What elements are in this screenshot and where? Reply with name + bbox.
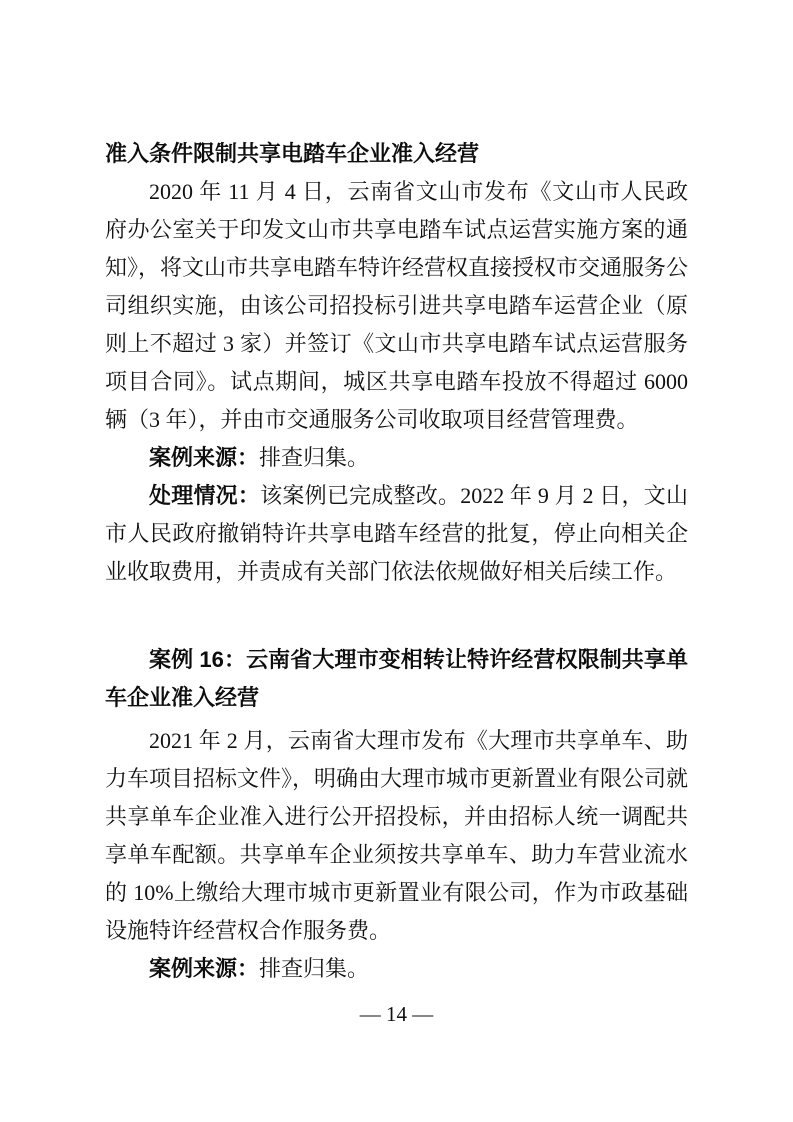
page-footer: [0, 1000, 793, 1028]
case15-body-paragraph: 2020 年 11 月 4 日，云南省文山市发布《文山市人民政府办公室关于印发文山市共享电踏车试点运营实施方案的通知》，将文山市共享电踏车特许经营权直接授权市交通服务公司组织实施，由该公司招投标引进共享电踏车运营企业（原则上不超过 3 家）并签订《文山市共享电踏车试点运营服务项目合同》。试点期间，城区共享电踏车投放不得超过 6000 辆（3 年），并由市交通服务公司收取项目经营管理费。: [105, 179, 689, 432]
case16-source-paragraph: [105, 950, 688, 988]
case15-source-label: 案例来源：: [149, 445, 260, 470]
case16-body-paragraph: 2021 年 2 月，云南省大理市发布《大理市共享单车、助力车项目招标文件》，明确由大理市城市更新置业有限公司就共享单车企业准入进行公开招投标，并由招标人统一调配共享单车配额。共享单车企业须按共享单车、助力车营业流水的 10%上缴给大理市城市更新置业有限公司，作为市政基础设施特许经营权合作服务费。: [105, 728, 689, 943]
page-content: [105, 135, 688, 988]
page-number: — 14 —: [359, 1002, 434, 1026]
case15-handling-text: 该案例已完成整改。2022 年 9 月 2 日，文山市人民政府撤销特许共享电踏车经营的批复，停止向相关企业收取费用，并责成有关部门依法依规做好相关后续工作。: [105, 483, 688, 584]
case16-heading: 案例 16：云南省大理市变相转让特许经营权限制共享单车企业准入经营: [105, 647, 688, 710]
case15-source-paragraph: [105, 439, 688, 477]
case15-heading-continuation: 准入条件限制共享电踏车企业准入经营: [105, 141, 480, 166]
case15-handling-paragraph: [105, 477, 688, 591]
case16-source-label: 案例来源：: [149, 956, 260, 981]
case15-handling-label: 处理情况：: [149, 483, 261, 508]
case15-source-text: 排查归集。: [259, 445, 370, 470]
case16-source-text: 排查归集。: [259, 956, 370, 981]
